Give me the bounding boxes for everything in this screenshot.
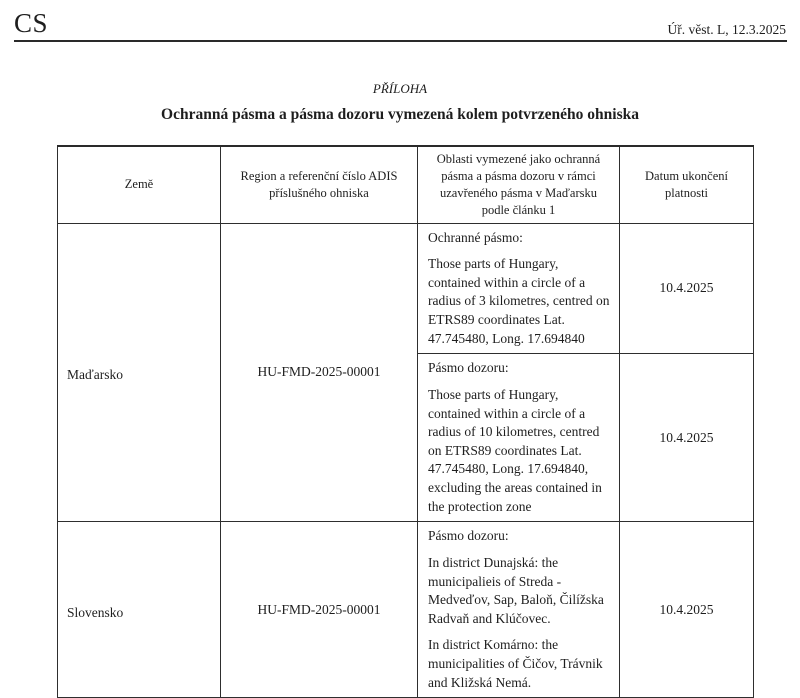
column-header-areas: Oblasti vymezené jako ochranná pásma a pásma dozoru v rámci uzavřeného pásma v Maďarsku podle článku 1 <box>418 146 620 223</box>
zone-description-cell <box>418 223 620 354</box>
zone-description-cell <box>418 522 620 698</box>
zone-title: Ochranné pásmo: <box>428 229 523 245</box>
page-title: Ochranná pásma a pásma dozoru vymezená kolem potvrzeného ohniska <box>161 106 639 123</box>
zone-paragraph: In district Dunajská: the municipalieis of Streda - Medveďov, Sap, Baloň, Čilížska Radvaň and Klúčovec. <box>428 554 604 626</box>
expiry-date-cell: 10.4.2025 <box>620 354 754 522</box>
zone-description-cell <box>418 354 620 522</box>
language-code: CS <box>14 8 49 38</box>
page-header <box>14 8 786 38</box>
annex-label: PŘÍLOHA <box>372 81 428 96</box>
zone-title: Pásmo dozoru: <box>428 528 509 544</box>
zone-paragraph: Those parts of Hungary, contained within a circle of a radius of 3 kilometres, centred on ETRS89 coordinates Lat. 47.745480, Long. 17.694840 <box>428 256 610 346</box>
country-cell: Slovensko <box>58 522 221 698</box>
expiry-date-cell: 10.4.2025 <box>620 522 754 698</box>
country-cell: Maďarsko <box>58 223 221 522</box>
zone-paragraph: In district Komárno: the municipalities of Čičov, Trávnik and Kližská Nemá. <box>428 637 603 690</box>
journal-reference: Úř. věst. L, 12.3.2025 <box>667 22 786 37</box>
table-row <box>58 223 754 354</box>
column-header-expiry-date: Datum ukončení platnosti <box>620 146 754 223</box>
header-rule <box>14 40 787 42</box>
adis-reference-cell: HU-FMD-2025-00001 <box>221 223 418 522</box>
adis-reference-cell: HU-FMD-2025-00001 <box>221 522 418 698</box>
table-row <box>58 522 754 698</box>
zone-paragraph: Those parts of Hungary, contained within a circle of a radius of 10 kilometres, centred on ETRS89 coordinates Lat. 47.745480, Long. 17.694840, excluding the areas contained in the protection zone <box>428 386 602 514</box>
table-header-row <box>58 146 754 223</box>
column-header-region-adis: Region a referenční číslo ADIS příslušného ohniska <box>221 146 418 223</box>
expiry-date-cell: 10.4.2025 <box>620 223 754 354</box>
zone-title: Pásmo dozoru: <box>428 360 509 376</box>
zones-table <box>57 145 754 698</box>
column-header-country: Země <box>58 146 221 223</box>
